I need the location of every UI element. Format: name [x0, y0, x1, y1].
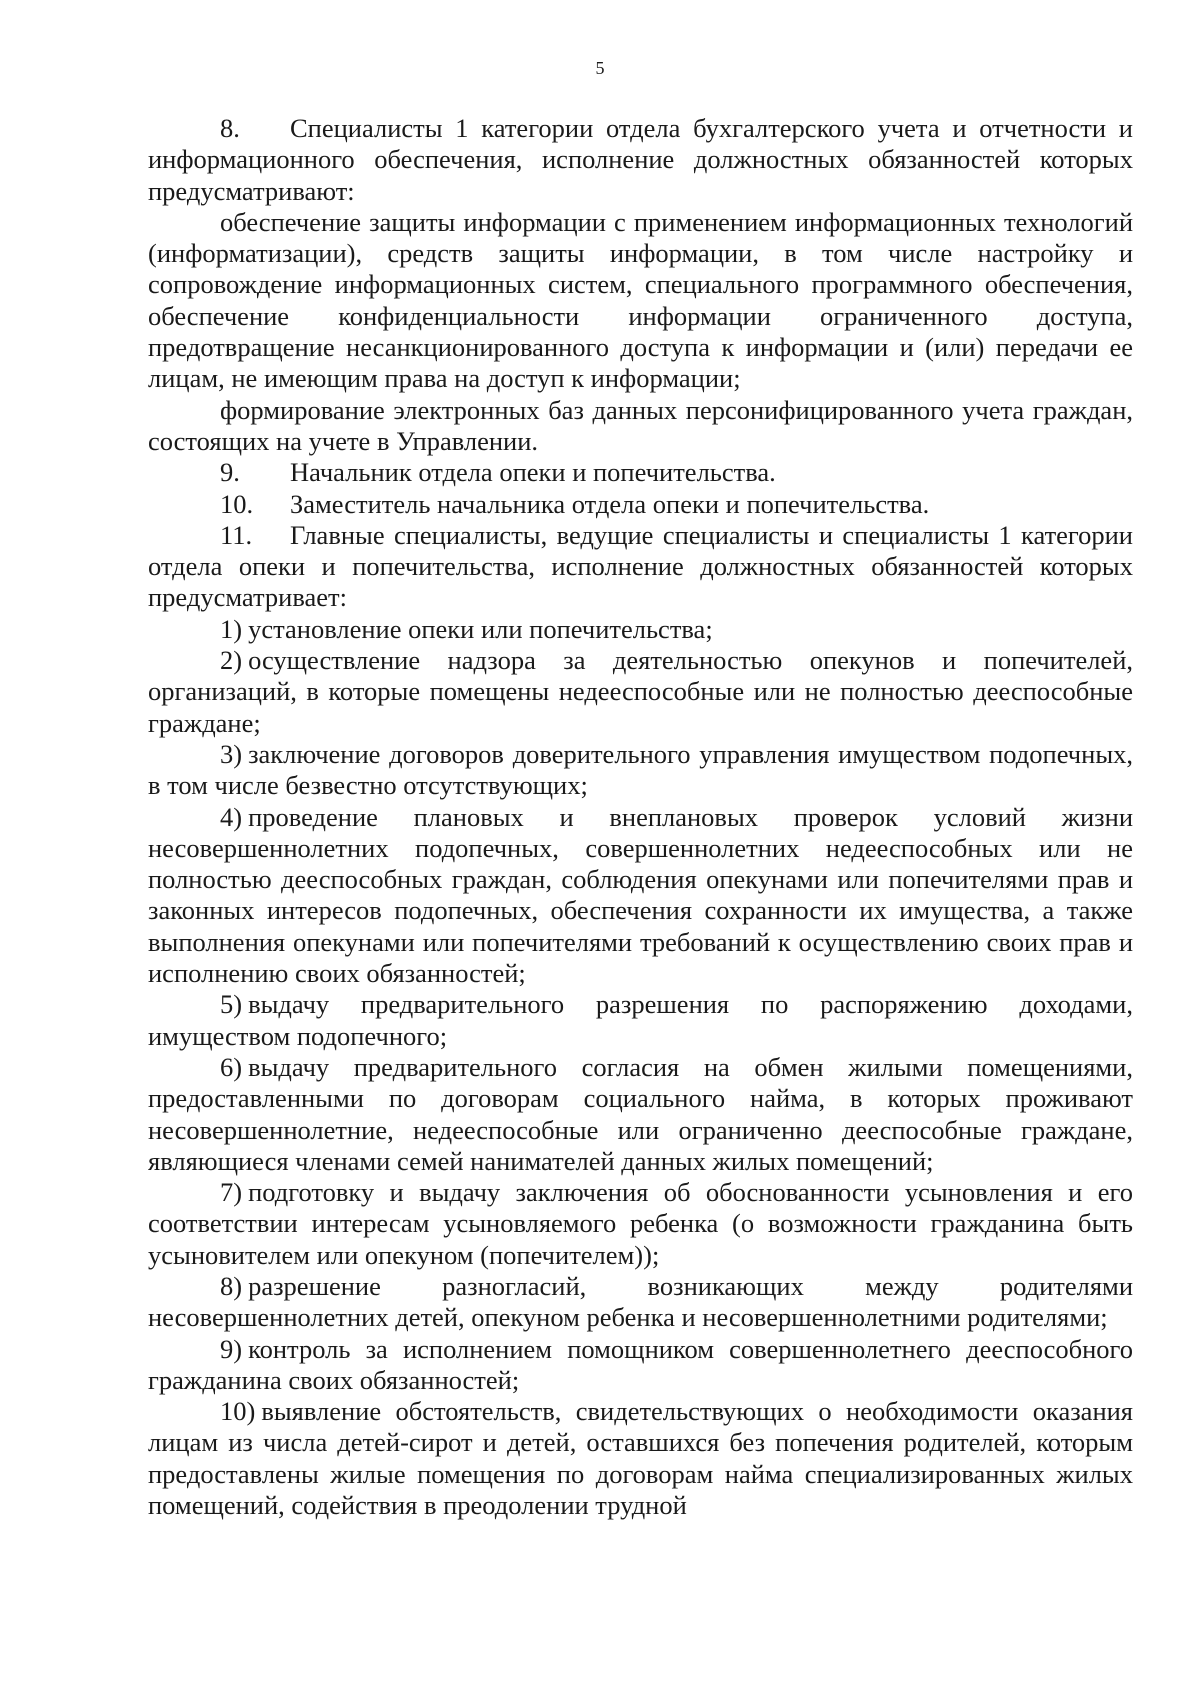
paragraph-text: Начальник отдела опеки и попечительства. — [290, 457, 776, 488]
list-item-1 — [148, 614, 1133, 645]
list-item-number: 9) — [220, 1333, 243, 1364]
document-body — [148, 113, 1133, 1521]
paragraph-text: Специалисты 1 категории отдела бухгалтерского учета и отчетности и информационного обеспечения, исполнение должностных обязанностей которых предусматривают: — [148, 113, 1133, 206]
list-item-10 — [148, 1396, 1133, 1521]
list-item-text: подготовку и выдачу заключения об обоснованности усыновления и его соответствии интересам усыновляемого ребенка (о возможности гражданина быть усыновителем или опекуном (попечителем)); — [148, 1177, 1133, 1270]
list-item-number: 4) — [220, 801, 243, 832]
list-item-9 — [148, 1334, 1133, 1397]
page-number: 5 — [595, 58, 605, 78]
paragraph-text: Заместитель начальника отдела опеки и попечительства. — [290, 488, 930, 519]
numbered-paragraph-8 — [148, 113, 1133, 207]
paragraph — [148, 395, 1133, 458]
list-item-3 — [148, 739, 1133, 802]
list-item-5 — [148, 989, 1133, 1052]
list-item-text: выявление обстоятельств, свидетельствующих о необходимости оказания лицам из числа детей-сирот и детей, оставшихся без попечения родителей, которым предоставлены жилые помещения по договорам найма специализированных жилых помещений, содействия в преодолении трудной — [148, 1396, 1133, 1521]
paragraph-number: 10. — [220, 488, 254, 519]
numbered-paragraph-10 — [148, 489, 1133, 520]
list-item-text: установление опеки или попечительства; — [248, 613, 713, 644]
paragraph-number: 8. — [220, 113, 240, 143]
paragraph-text: формирование электронных баз данных персонифицированного учета граждан, состоящих на учете в Управлении. — [148, 394, 1133, 456]
paragraph-text: обеспечение защиты информации с применением информационных технологий (информатизации), средств защиты информации, в том числе настройку и сопровождение информационных систем, специального программного обеспечения, обеспечение конфиденциальности информации ограниченного доступа, предотвращение несанкционированного доступа к информации и (или) передачи ее лицам, не имеющим права на доступ к информации; — [148, 206, 1133, 394]
numbered-paragraph-11 — [148, 520, 1133, 614]
list-item-number: 5) — [220, 989, 243, 1020]
list-item-text: выдачу предварительного согласия на обмен жилыми помещениями, предоставленными по договорам социального найма, в которых проживают несовершеннолетние, недееспособные или ограниченно дееспособные граждане, являющиеся членами семей нанимателей данных жилых помещений; — [148, 1051, 1133, 1176]
list-item-7 — [148, 1177, 1133, 1271]
list-item-text: контроль за исполнением помощником совершеннолетнего дееспособного гражданина своих обязанностей; — [148, 1333, 1133, 1395]
list-item-8 — [148, 1271, 1133, 1334]
list-item-text: разрешение разногласий, возникающих между родителями несовершеннолетних детей, опекуном ребенка и несовершеннолетними родителями; — [148, 1270, 1133, 1333]
paragraph-text: Главные специалисты, ведущие специалисты и специалисты 1 категории отдела опеки и попечительства, исполнение должностных обязанностей которых предусматривает: — [148, 519, 1133, 613]
list-item-number: 1) — [220, 613, 243, 644]
list-item-number: 10) — [220, 1396, 256, 1427]
list-item-text: выдачу предварительного разрешения по распоряжению доходами, имуществом подопечного; — [148, 989, 1133, 1051]
list-item-text: заключение договоров доверительного управления имуществом подопечных, в том числе безвестно отсутствующих; — [148, 738, 1133, 801]
list-item-text: проведение плановых и внеплановых проверок условий жизни несовершеннолетних подопечных, совершеннолетних недееспособных или не полностью дееспособных граждан, соблюдения опекунами или попечителями прав и законных интересов подопечных, обеспечения сохранности их имущества, а также выполнения опекунами или попечителями требований к осуществлению своих прав и исполнению своих обязанностей; — [148, 801, 1133, 989]
paragraph-number: 9. — [220, 457, 240, 488]
list-item-number: 7) — [220, 1177, 243, 1208]
list-item-4 — [148, 802, 1133, 990]
paragraph — [148, 207, 1133, 395]
list-item-2 — [148, 645, 1133, 739]
list-item-number: 8) — [220, 1270, 243, 1301]
list-item-number: 3) — [220, 738, 243, 769]
paragraph-number: 11. — [220, 519, 253, 550]
list-item-number: 2) — [220, 645, 243, 676]
list-item-6 — [148, 1052, 1133, 1177]
list-item-number: 6) — [220, 1051, 243, 1082]
list-item-text: осуществление надзора за деятельностью опекунов и попечителей, организаций, в которые помещены недееспособные или не полностью дееспособные граждане; — [148, 645, 1133, 738]
numbered-paragraph-9 — [148, 457, 1133, 488]
